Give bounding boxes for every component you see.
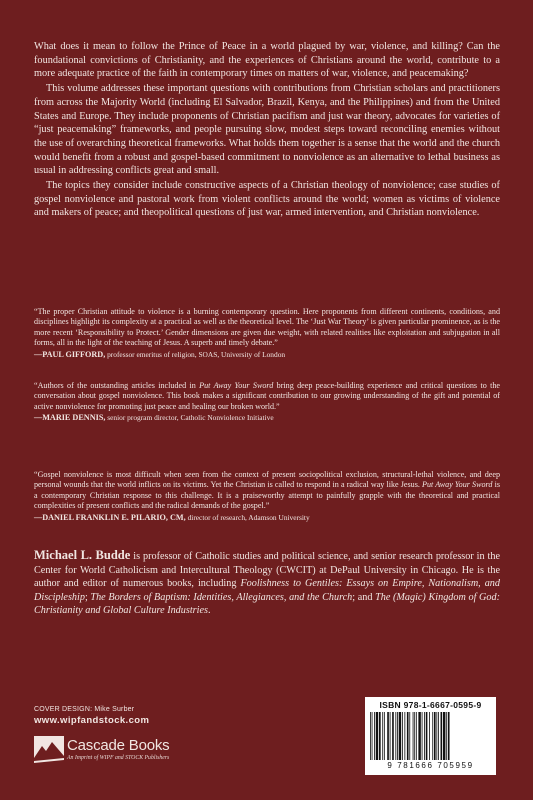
endorser-role: professor emeritus of religion, SOAS, University of London	[105, 349, 286, 359]
quote-text: “Authors of the outstanding articles included in	[34, 381, 200, 390]
barcode-icon	[370, 712, 491, 764]
book-title: The (Magic) Kingdom of God: Christianity and Global Culture Industries	[34, 591, 500, 617]
endorser-role: director of research, Adamson University	[185, 512, 310, 522]
endorsement-attribution	[34, 350, 500, 360]
description-paragraph-3: The topics they consider include constructive aspects of a Christian theology of nonviolence; case studies of gospel nonviolence and pastoral work from violent conflicts around the world; women as victims of violence and makers of peace; and theopolitical questions of just war, armed intervention, and Christian nonviolence.	[34, 180, 500, 219]
book-title: Put Away Your Sword	[422, 480, 493, 490]
endorsement-2	[34, 381, 500, 423]
endorsement-1	[34, 307, 500, 360]
bio-text: ; and	[352, 591, 376, 603]
publisher-block	[34, 736, 234, 772]
endorser-name: —PAUL GIFFORD,	[34, 349, 106, 359]
publisher-website: www.wipfandstock.com	[34, 715, 150, 726]
bio-text: .	[207, 605, 211, 617]
cover-design-credit: COVER DESIGN: Mike Surber	[34, 706, 135, 713]
description-paragraph-2: This volume addresses these important questions with contributions from Christian scholars and practitioners from across the Majority World (including El Salvador, Brazil, Kenya, and the Philippines) and from the United States and Europe. They include proponents of Christian pacifism and just war theory, advocates for varieties of “just peacemaking” frameworks, and people pursuing slow, modest steps toward reconciling enemies without the use of overarching theoretical frameworks. What holds them together is a sense that the world and the church would benefit from a robust and gospel-based commitment to nonviolence as an alternative to lethal business as usual in addressing conflicts great and small.	[34, 83, 500, 177]
credits	[34, 705, 234, 727]
book-title: Put Away Your Sword	[199, 381, 274, 390]
publisher-name: Cascade Books	[67, 737, 170, 754]
quote-text: “Gospel nonviolence is most difficult when seen from the context of present sociopolitical exclusion, structural-lethal violence, and deep personal wounds that the world inflicts on its victims. Yet the Christian is called to respond in a radical way like Jesus.	[34, 470, 500, 490]
endorser-role: senior program director, Catholic Nonviolence Initiative	[105, 413, 274, 423]
endorsement-quote	[34, 381, 500, 412]
ean-digits: 9 781666 705959	[387, 761, 474, 770]
mountain-logo-icon	[34, 736, 64, 764]
isbn-number: ISBN 978-1-6667-0595-9	[379, 700, 482, 710]
isbn-barcode	[365, 697, 496, 775]
endorsement-quote: “The proper Christian attitude to violence is a burning contemporary question. Here proponents from different continents, conditions, and disciplines highlight its complexity at a practical as well as the theoretical level. The ‘Just War Theory’ is given particular prominence, as is the more recent ‘Responsibility to Protect.’ Gender dimensions are given due weight, with related realities like exploitation and subjugation in all forms, all in the light of the teaching of Jesus. A superb and timely debate.”	[34, 307, 500, 348]
endorsement-quote	[34, 470, 500, 512]
bio-text: is professor of Catholic studies and political science, and senior research professor in the Center for World Catholicism and Intercultural Theology (CWCIT) at DePaul University in Chicago. He is the author and editor of numerous books, including	[34, 551, 500, 590]
publisher-tagline: An Imprint of WIPF and STOCK Publishers	[67, 755, 170, 761]
quote-text: bring deep peace-building experience and critical questions to the conversation about gospel nonviolence. This book makes a significant contribution to our growing understanding of the gift and potential of active nonviolence for promoting just peace and healing our broken world.”	[34, 381, 500, 411]
endorser-name: —MARIE DENNIS,	[34, 413, 106, 423]
endorsement-attribution	[34, 513, 500, 523]
endorsement-3	[34, 470, 500, 523]
author-name: Michael L. Budde	[34, 548, 131, 562]
author-bio	[34, 549, 500, 618]
book-title: The Borders of Baptism: Identities, Allegiances, and the Church	[90, 591, 353, 603]
description-paragraph-1: What does it mean to follow the Prince of Peace in a world plagued by war, violence, and killing? Can the foundational convictions of Christianity, and the experiences of Christians around the world, contribute to a more adequate practice of the faith in contemporary times on matters of war, violence, and peacemaking?	[34, 41, 500, 80]
description	[34, 40, 500, 220]
quote-text: is a contemporary Christian response to this challenge. It is a praiseworthy attempt to painfully grapple with the theoretical and practical complexities of present conflicts and the radical demands of the gospel.”	[34, 480, 500, 511]
endorser-name: —DANIEL FRANKLIN E. PILARIO, CM,	[34, 512, 186, 522]
book-title: Foolishness to Gentiles: Essays on Empire, Nationalism, and Discipleship	[34, 578, 500, 603]
bio-text: ;	[84, 591, 91, 603]
endorsement-attribution	[34, 413, 500, 423]
